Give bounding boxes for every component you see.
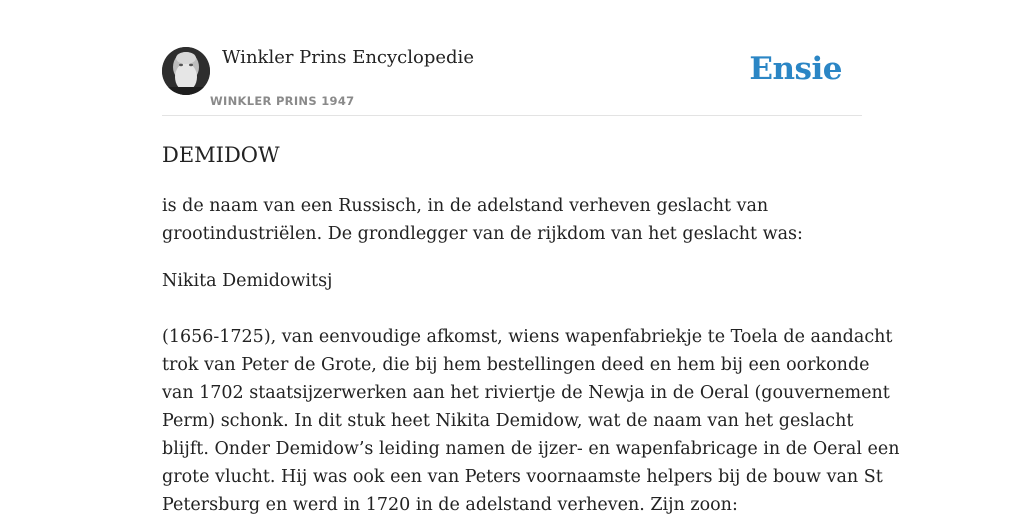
paragraph-line: van 1702 staatsijzerwerken aan het riviertje de Newja in de Oeral (gouvernement bbox=[162, 383, 890, 403]
paragraph-line: grootindustriëlen. De grondlegger van de rijkdom van het geslacht was: bbox=[162, 224, 803, 244]
paragraph-line: is de naam van een Russisch, in de adelstand verheven geslacht van bbox=[162, 196, 769, 216]
paragraph-line: Petersburg en werd in 1720 in de adelstand verheven. Zijn zoon: bbox=[162, 495, 738, 515]
page-container bbox=[162, 0, 900, 515]
article-title: DEMIDOW bbox=[162, 143, 280, 167]
paragraph-line: trok van Peter de Grote, die bij hem bestellingen deed en hem bij een oorkonde bbox=[162, 355, 870, 375]
paragraph-line: (1656-1725), van eenvoudige afkomst, wiens wapenfabriekje te Toela de aandacht bbox=[162, 327, 893, 347]
article-paragraph-intro bbox=[162, 192, 862, 248]
source-title[interactable]: Winkler Prins Encyclopedie bbox=[222, 47, 474, 68]
article-header bbox=[162, 0, 862, 116]
paragraph-line: Nikita Demidowitsj bbox=[162, 271, 333, 291]
article-paragraph-name bbox=[162, 267, 862, 295]
source-subtitle[interactable]: WINKLER PRINS 1947 bbox=[210, 94, 355, 108]
paragraph-line: Perm) schonk. In dit stuk heet Nikita Demidow, wat de naam van het geslacht bbox=[162, 411, 854, 431]
ensie-logo-link[interactable]: Ensie bbox=[749, 51, 842, 87]
paragraph-line: grote vlucht. Hij was ook een van Peters voornaamste helpers bij de bouw van St bbox=[162, 467, 883, 487]
paragraph-line: blijft. Onder Demidow’s leiding namen de ijzer- en wapenfabricage in de Oeral een bbox=[162, 439, 900, 459]
portrait-icon bbox=[162, 47, 210, 95]
article-paragraph-body bbox=[162, 323, 900, 519]
source-avatar[interactable] bbox=[162, 47, 210, 95]
